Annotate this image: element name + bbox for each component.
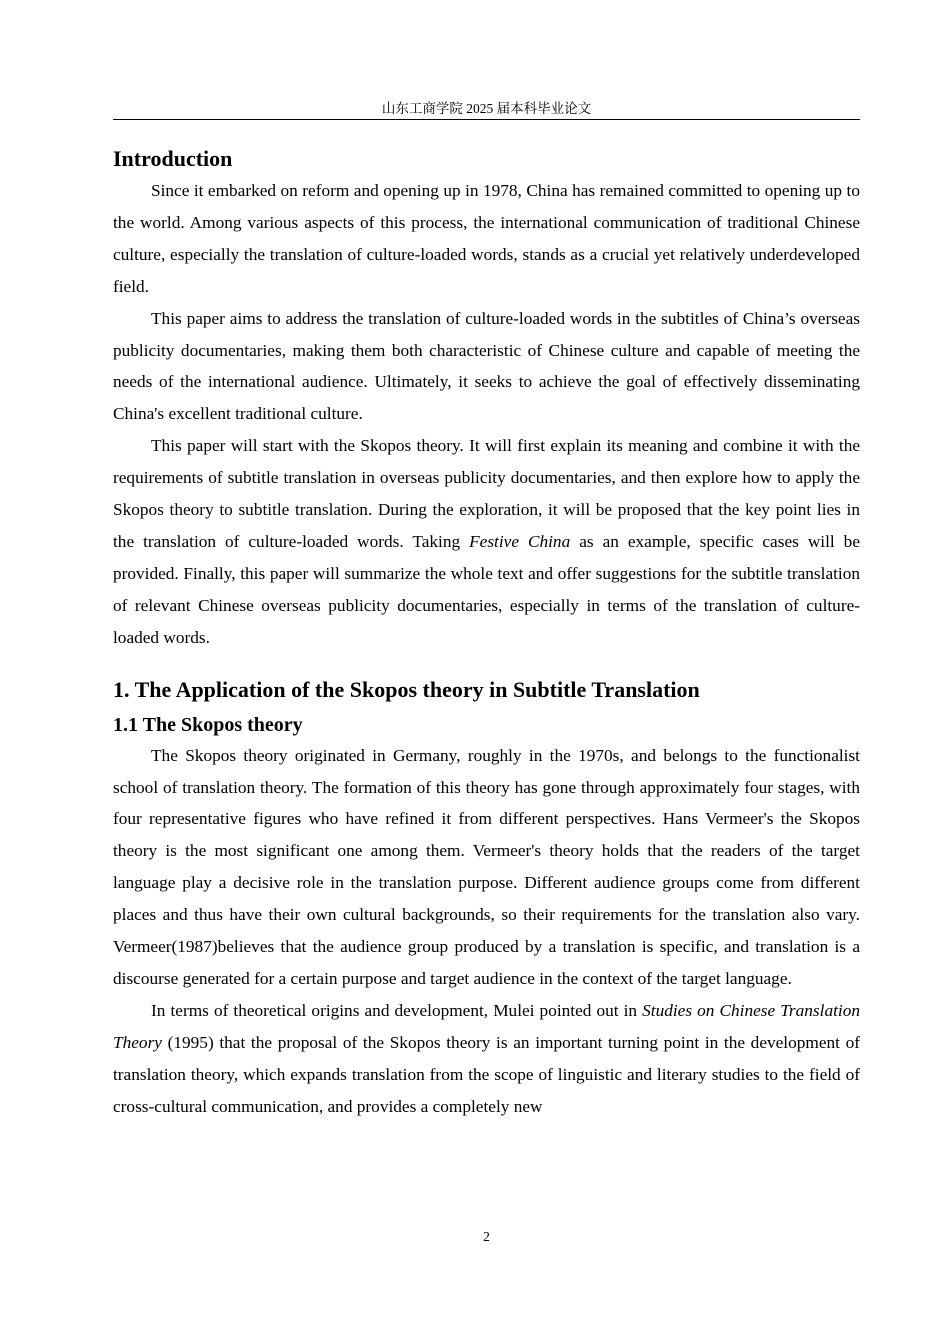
intro-paragraph-3 <box>113 430 860 653</box>
section-1-1-heading: 1.1 The Skopos theory <box>113 713 303 736</box>
documentary-title: Festive China <box>469 531 571 551</box>
chapter-1-heading: 1. The Application of the Skopos theory in Subtitle Translation <box>113 676 700 702</box>
book-title: Studies on Chinese Translation Theory <box>113 1000 860 1052</box>
intro-paragraph-1: Since it embarked on reform and opening up in 1978, China has remained committed to opening up to the world. Among various aspects of this process, the international communication of traditional Chinese culture, especially the translation of culture-loaded words, stands as a crucial yet relatively underdeveloped field. <box>113 181 860 296</box>
header-rule <box>113 119 860 120</box>
page-number: 2 <box>483 1229 490 1244</box>
section-1-1-paragraph-1: The Skopos theory originated in Germany, roughly in the 1970s, and belongs to the functionalist school of translation theory. The formation of this theory has gone through approximately four stages, with four representative figures who have refined it from different perspectives. Hans Vermeer's the Skopos theory is the most significant one among them. Vermeer's theory holds that the readers of the target language play a decisive role in the translation purpose. Different audience groups come from different places and thus have their own cultural backgrounds, so their requirements for the translation also vary. Vermeer(1987)believes that the audience group produced by a translation is specific, and translation is a discourse generated for a certain purpose and target audience in the context of the target language. <box>113 745 860 988</box>
introduction-heading: Introduction <box>113 146 233 171</box>
page-content <box>113 143 860 1122</box>
s11-p2-text-before: In terms of theoretical origins and development, Mulei pointed out in <box>151 1000 643 1020</box>
intro-p3-text-before: This paper will start with the Skopos theory. It will first explain its meaning and combine it with the requirements of subtitle translation in overseas publicity documentaries, and then explore how to apply the Skopos theory to subtitle translation. During the exploration, it will be proposed that the key point lies in the translation of culture-loaded words. Taking <box>113 436 860 551</box>
running-header: 山东工商学院 2025 届本科毕业论文 <box>381 101 592 116</box>
s11-p2-text-after: (1995) that the proposal of the Skopos theory is an important turning point in the development of translation theory, which expands translation from the scope of linguistic and literary studies to the field of cross-cultural communication, and provides a completely new <box>113 1032 860 1116</box>
intro-p3-text-after: as an example, specific cases will be provided. Finally, this paper will summarize the whole text and offer suggestions for the subtitle translation of relevant Chinese overseas publicity documentaries, especially in terms of the translation of culture-loaded words. <box>113 531 860 647</box>
intro-paragraph-2: This paper aims to address the translation of culture-loaded words in the subtitles of China’s overseas publicity documentaries, making them both characteristic of Chinese culture and capable of meeting the needs of the international audience. Ultimately, it seeks to achieve the goal of effectively disseminating China's excellent traditional culture. <box>113 308 860 424</box>
section-1-1-paragraph-2 <box>113 995 860 1123</box>
